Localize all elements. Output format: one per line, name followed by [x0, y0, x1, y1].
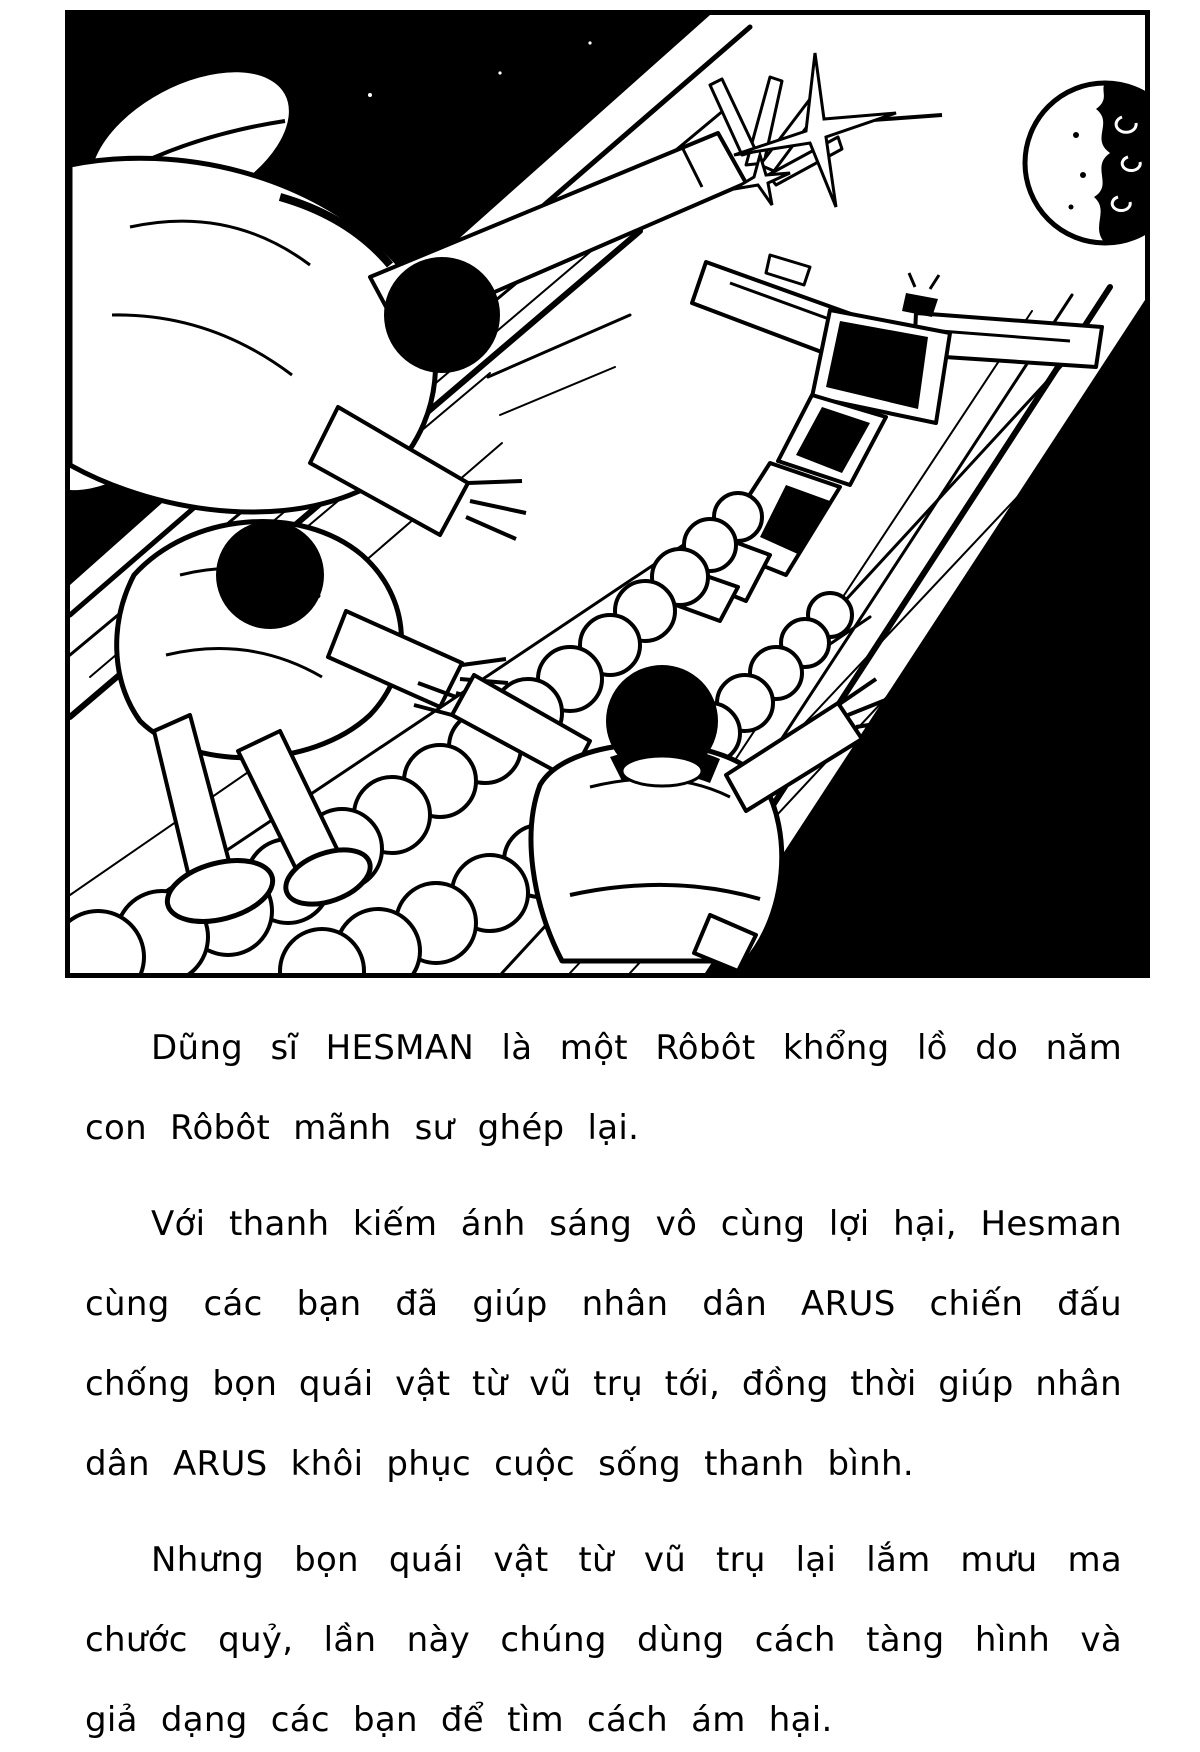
comic-panel-illustration — [70, 15, 1145, 973]
text-line: chống bọn quái vật từ vũ trụ tới, đồng thời giúp nhân — [85, 1364, 1122, 1404]
text-line: cùng các bạn đã giúp nhân dân ARUS chiến đấu — [85, 1284, 1122, 1324]
text-line: con Rôbôt mãnh sư ghép lại. — [85, 1108, 640, 1148]
text-line: chước quỷ, lần này chúng dùng cách tàng hình và — [85, 1620, 1122, 1660]
text-line: dân ARUS khôi phục cuộc sống thanh bình. — [85, 1444, 914, 1484]
text-line: Nhưng bọn quái vật từ vũ trụ lại lắm mưu ma — [151, 1540, 1122, 1580]
text-line: Dũng sĩ HESMAN là một Rôbôt khổng lồ do năm — [151, 1028, 1122, 1068]
text-line: Với thanh kiếm ánh sáng vô cùng lợi hại, Hesman — [151, 1204, 1122, 1244]
paragraph — [85, 1520, 1122, 1752]
comic-panel — [65, 10, 1150, 978]
paragraph — [85, 1008, 1122, 1168]
story-text — [85, 1008, 1122, 1752]
text-line: giả dạng các bạn để tìm cách ám hại. — [85, 1700, 833, 1740]
paragraph — [85, 1184, 1122, 1504]
